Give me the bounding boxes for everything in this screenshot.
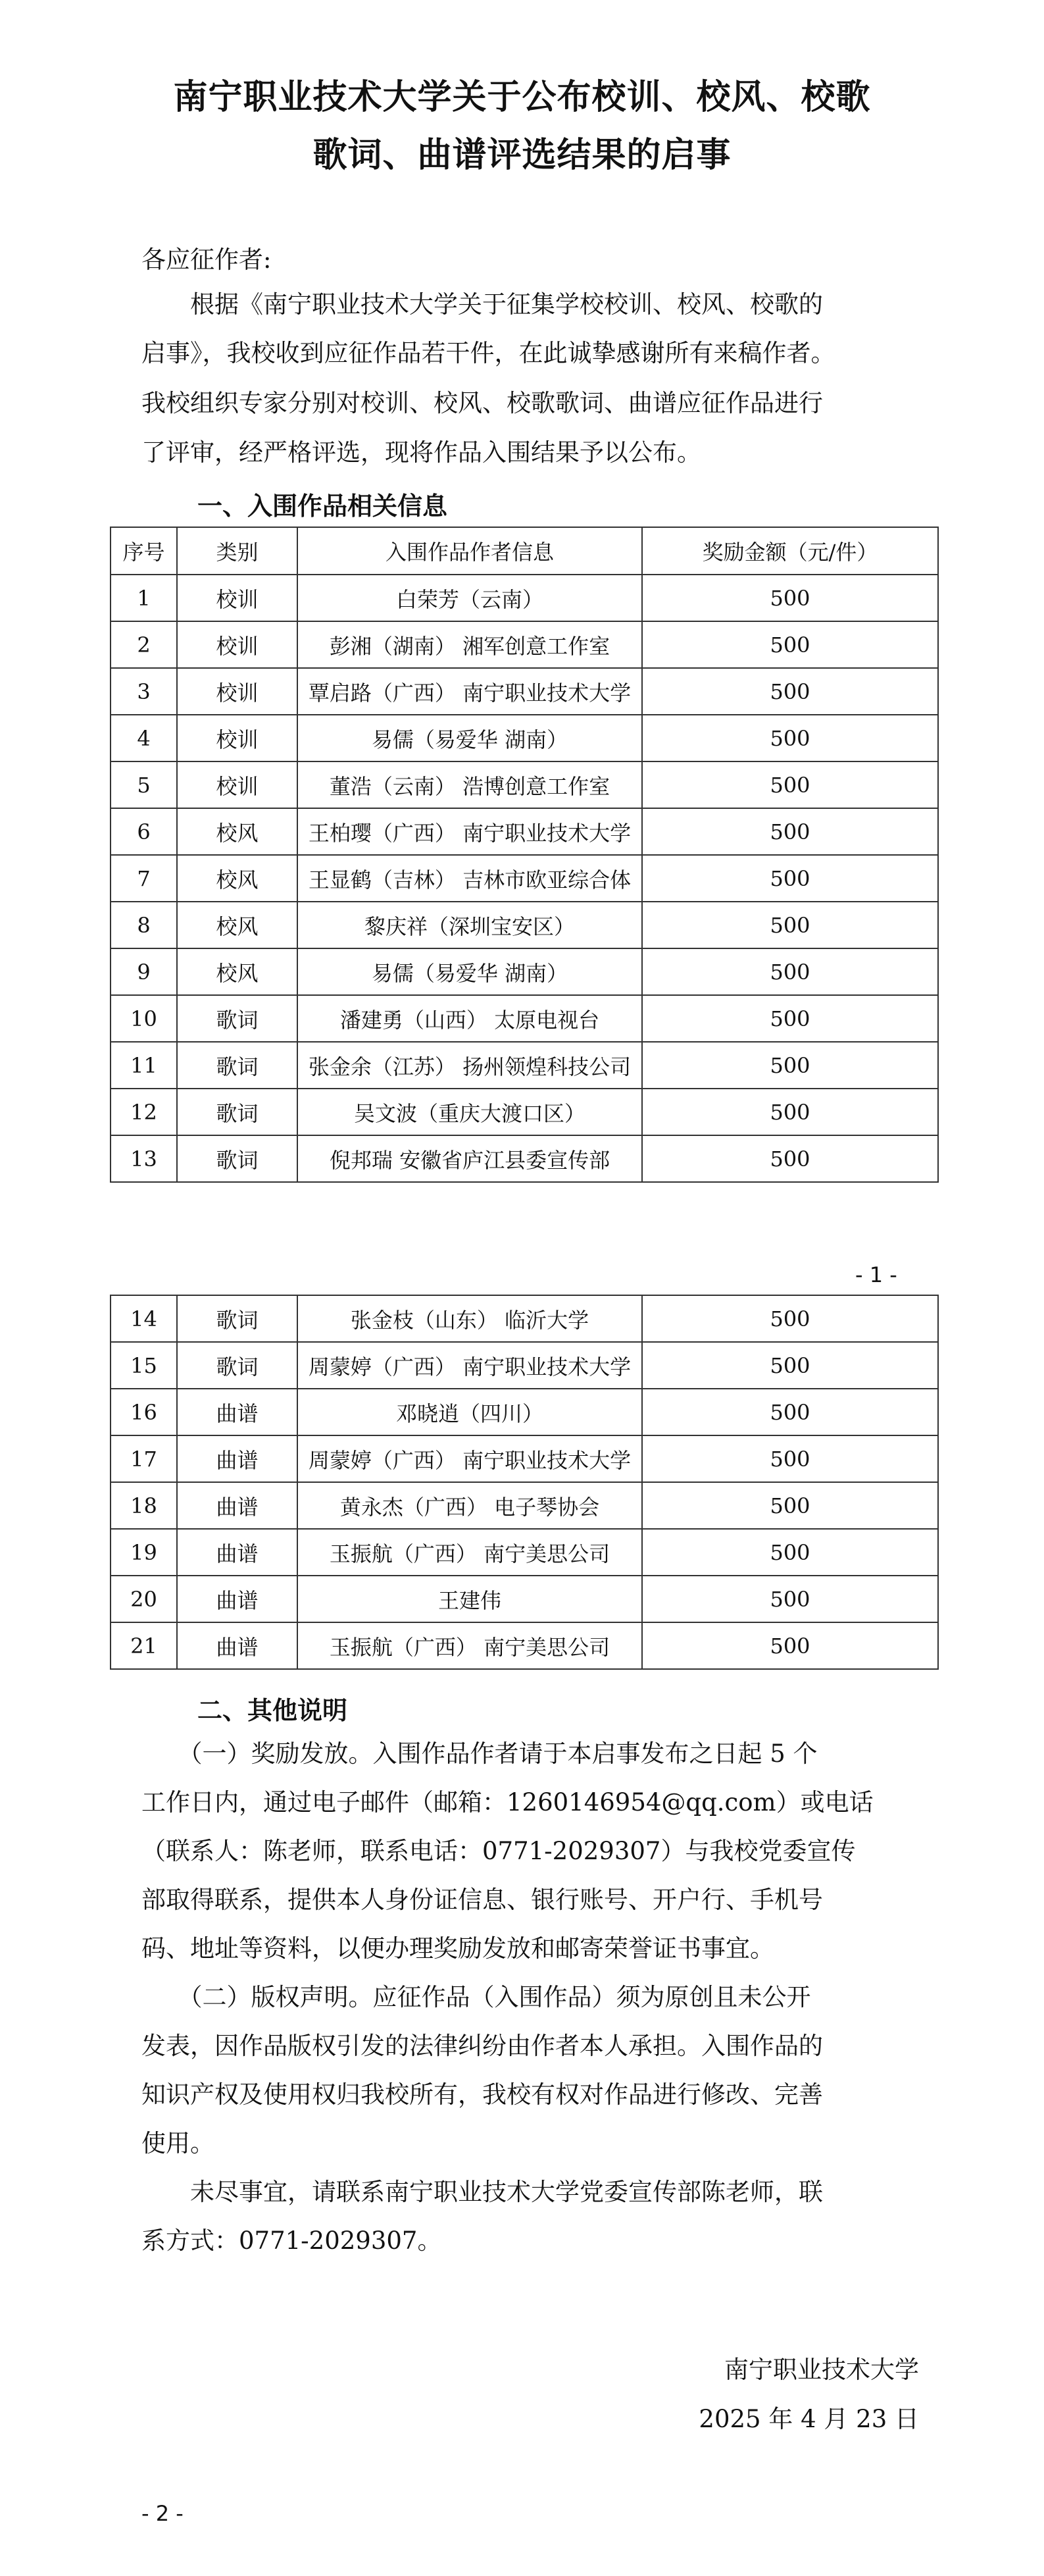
salutation: 各应征作者: [141, 245, 272, 274]
cell-category: 歌词 [177, 1042, 297, 1089]
cell-author-info: 玉振航（广西） 南宁美思公司 [297, 1622, 642, 1669]
cell-number: 5 [111, 761, 177, 808]
cell-category: 曲谱 [177, 1435, 297, 1482]
table-row [111, 1482, 938, 1529]
cell-category: 校风 [177, 902, 297, 948]
cell-author-info: 易儒（易爱华 湖南） [297, 715, 642, 761]
cell-author-info: 白荣芳（云南） [297, 575, 642, 621]
cell-author-info: 王柏璎（广西） 南宁职业技术大学 [297, 808, 642, 855]
cell-category: 校风 [177, 855, 297, 902]
table-row [111, 1342, 938, 1389]
cell-category: 校训 [177, 621, 297, 668]
intro-line-2: 启事》，我校收到应征作品若干件，在此诚挚感谢所有来稿作者。 [141, 339, 835, 367]
document-title-line-2: 歌词、曲谱评选结果的启事 [312, 135, 732, 175]
table-row [111, 1435, 938, 1482]
reward-line-3: （联系人：陈老师，联系电话：0771-2029307）与我校党委宣传 [141, 1837, 856, 1865]
cell-category: 歌词 [177, 995, 297, 1042]
table-row [111, 1529, 938, 1576]
cell-author-info: 吴文波（重庆大渡口区） [297, 1089, 642, 1135]
cell-reward-amount: 500 [642, 1482, 938, 1529]
cell-category: 校训 [177, 761, 297, 808]
cell-reward-amount: 500 [642, 1089, 938, 1135]
copyright-line-4: 使用。 [141, 2129, 214, 2157]
cell-category: 校风 [177, 948, 297, 995]
cell-reward-amount: 500 [642, 902, 938, 948]
cell-number: 11 [111, 1042, 177, 1089]
cell-author-info: 周蒙婷（广西） 南宁职业技术大学 [297, 1342, 642, 1389]
cell-author-info: 邓晓逍（四川） [297, 1389, 642, 1435]
cell-reward-amount: 500 [642, 808, 938, 855]
cell-number: 8 [111, 902, 177, 948]
page-number-2: - 2 - [141, 2501, 184, 2526]
section-1-heading: 一、入围作品相关信息 [197, 491, 448, 521]
cell-reward-amount: 500 [642, 1042, 938, 1089]
copyright-line-2: 发表，因作品版权引发的法律纠纷由作者本人承担。入围作品的 [141, 2032, 823, 2060]
cell-author-info: 黎庆祥（深圳宝安区） [297, 902, 642, 948]
cell-author-info: 周蒙婷（广西） 南宁职业技术大学 [297, 1435, 642, 1482]
cell-reward-amount: 500 [642, 1135, 938, 1182]
contact-line-1: 未尽事宜，请联系南宁职业技术大学党委宣传部陈老师，联 [141, 2178, 823, 2206]
cell-reward-amount: 500 [642, 1622, 938, 1669]
table-row [111, 1576, 938, 1622]
contact-line-2: 系方式：0771-2029307。 [141, 2227, 442, 2255]
table-row [111, 1389, 938, 1435]
cell-number: 17 [111, 1435, 177, 1482]
cell-number: 3 [111, 668, 177, 715]
reward-line-5: 码、地址等资料，以便办理奖励发放和邮寄荣誉证书事宜。 [141, 1934, 774, 1963]
cell-reward-amount: 500 [642, 1576, 938, 1622]
cell-number: 9 [111, 948, 177, 995]
cell-number: 18 [111, 1482, 177, 1529]
table-row [111, 995, 938, 1042]
cell-author-info: 黄永杰（广西） 电子琴协会 [297, 1482, 642, 1529]
table-row [111, 1135, 938, 1182]
header-reward-amount: 奖励金额（元/件） [642, 527, 938, 575]
cell-author-info: 彭湘（湖南） 湘军创意工作室 [297, 621, 642, 668]
cell-number: 7 [111, 855, 177, 902]
cell-number: 19 [111, 1529, 177, 1576]
table-row [111, 715, 938, 761]
cell-reward-amount: 500 [642, 1342, 938, 1389]
reward-line-4: 部取得联系，提供本人身份证信息、银行账号、开户行、手机号 [141, 1886, 823, 1914]
cell-number: 12 [111, 1089, 177, 1135]
cell-reward-amount: 500 [642, 761, 938, 808]
cell-author-info: 张金余（江苏） 扬州领煌科技公司 [297, 1042, 642, 1089]
cell-author-info: 玉振航（广西） 南宁美思公司 [297, 1529, 642, 1576]
table-row [111, 621, 938, 668]
works-table-page-1 [110, 527, 939, 1183]
table-row [111, 575, 938, 621]
cell-reward-amount: 500 [642, 995, 938, 1042]
cell-category: 校训 [177, 715, 297, 761]
cell-number: 16 [111, 1389, 177, 1435]
intro-line-1: 根据《南宁职业技术大学关于征集学校校训、校风、校歌的 [141, 290, 823, 319]
cell-category: 曲谱 [177, 1482, 297, 1529]
cell-author-info: 倪邦瑞 安徽省庐江县委宣传部 [297, 1135, 642, 1182]
cell-author-info: 王显鹤（吉林） 吉林市欧亚综合体 [297, 855, 642, 902]
table-row [111, 902, 938, 948]
cell-author-info: 王建伟 [297, 1576, 642, 1622]
cell-category: 歌词 [177, 1295, 297, 1342]
cell-category: 曲谱 [177, 1389, 297, 1435]
header-number: 序号 [111, 527, 177, 575]
signature-date: 2025 年 4 月 23 日 [699, 2405, 919, 2433]
cell-author-info: 张金枝（山东） 临沂大学 [297, 1295, 642, 1342]
table-row [111, 1622, 938, 1669]
cell-category: 歌词 [177, 1342, 297, 1389]
cell-reward-amount: 500 [642, 715, 938, 761]
cell-category: 歌词 [177, 1135, 297, 1182]
cell-reward-amount: 500 [642, 621, 938, 668]
cell-number: 20 [111, 1576, 177, 1622]
cell-number: 10 [111, 995, 177, 1042]
cell-author-info: 覃启路（广西） 南宁职业技术大学 [297, 668, 642, 715]
table-row [111, 948, 938, 995]
table-row [111, 668, 938, 715]
cell-author-info: 潘建勇（山西） 太原电视台 [297, 995, 642, 1042]
cell-reward-amount: 500 [642, 575, 938, 621]
table-row [111, 1295, 938, 1342]
table-row [111, 808, 938, 855]
table-row [111, 1042, 938, 1089]
table-row [111, 855, 938, 902]
table-header-row [111, 527, 938, 575]
cell-number: 4 [111, 715, 177, 761]
cell-number: 15 [111, 1342, 177, 1389]
cell-number: 21 [111, 1622, 177, 1669]
header-author-info: 入围作品作者信息 [297, 527, 642, 575]
page-number-1: - 1 - [855, 1262, 897, 1287]
cell-category: 曲谱 [177, 1622, 297, 1669]
cell-author-info: 董浩（云南） 浩博创意工作室 [297, 761, 642, 808]
cell-number: 1 [111, 575, 177, 621]
table-row [111, 761, 938, 808]
intro-line-4: 了评审，经严格评选，现将作品入围结果予以公布。 [141, 438, 701, 467]
cell-number: 2 [111, 621, 177, 668]
cell-category: 校训 [177, 668, 297, 715]
signature-organization: 南宁职业技术大学 [724, 2356, 919, 2384]
cell-category: 曲谱 [177, 1529, 297, 1576]
table-row [111, 1089, 938, 1135]
header-category: 类别 [177, 527, 297, 575]
cell-category: 校训 [177, 575, 297, 621]
cell-category: 校风 [177, 808, 297, 855]
cell-category: 曲谱 [177, 1576, 297, 1622]
reward-line-2: 工作日内，通过电子邮件（邮箱：1260146954@qq.com）或电话 [141, 1788, 874, 1816]
document-title-line-1: 南宁职业技术大学关于公布校训、校风、校歌 [173, 77, 871, 117]
section-2-heading: 二、其他说明 [197, 1695, 348, 1725]
copyright-line-3: 知识产权及使用权归我校所有，我校有权对作品进行修改、完善 [141, 2080, 823, 2109]
works-table-page-2 [110, 1295, 939, 1670]
cell-reward-amount: 500 [642, 948, 938, 995]
reward-line-1: （一）奖励发放。入围作品作者请于本启事发布之日起 5 个 [141, 1739, 818, 1768]
intro-line-3: 我校组织专家分别对校训、校风、校歌歌词、曲谱应征作品进行 [141, 389, 823, 417]
cell-reward-amount: 500 [642, 855, 938, 902]
cell-number: 13 [111, 1135, 177, 1182]
cell-reward-amount: 500 [642, 1435, 938, 1482]
cell-reward-amount: 500 [642, 1295, 938, 1342]
cell-reward-amount: 500 [642, 668, 938, 715]
cell-author-info: 易儒（易爱华 湖南） [297, 948, 642, 995]
cell-number: 6 [111, 808, 177, 855]
cell-number: 14 [111, 1295, 177, 1342]
cell-category: 歌词 [177, 1089, 297, 1135]
copyright-line-1: （二）版权声明。应征作品（入围作品）须为原创且未公开 [141, 1983, 811, 2011]
cell-reward-amount: 500 [642, 1529, 938, 1576]
cell-reward-amount: 500 [642, 1389, 938, 1435]
